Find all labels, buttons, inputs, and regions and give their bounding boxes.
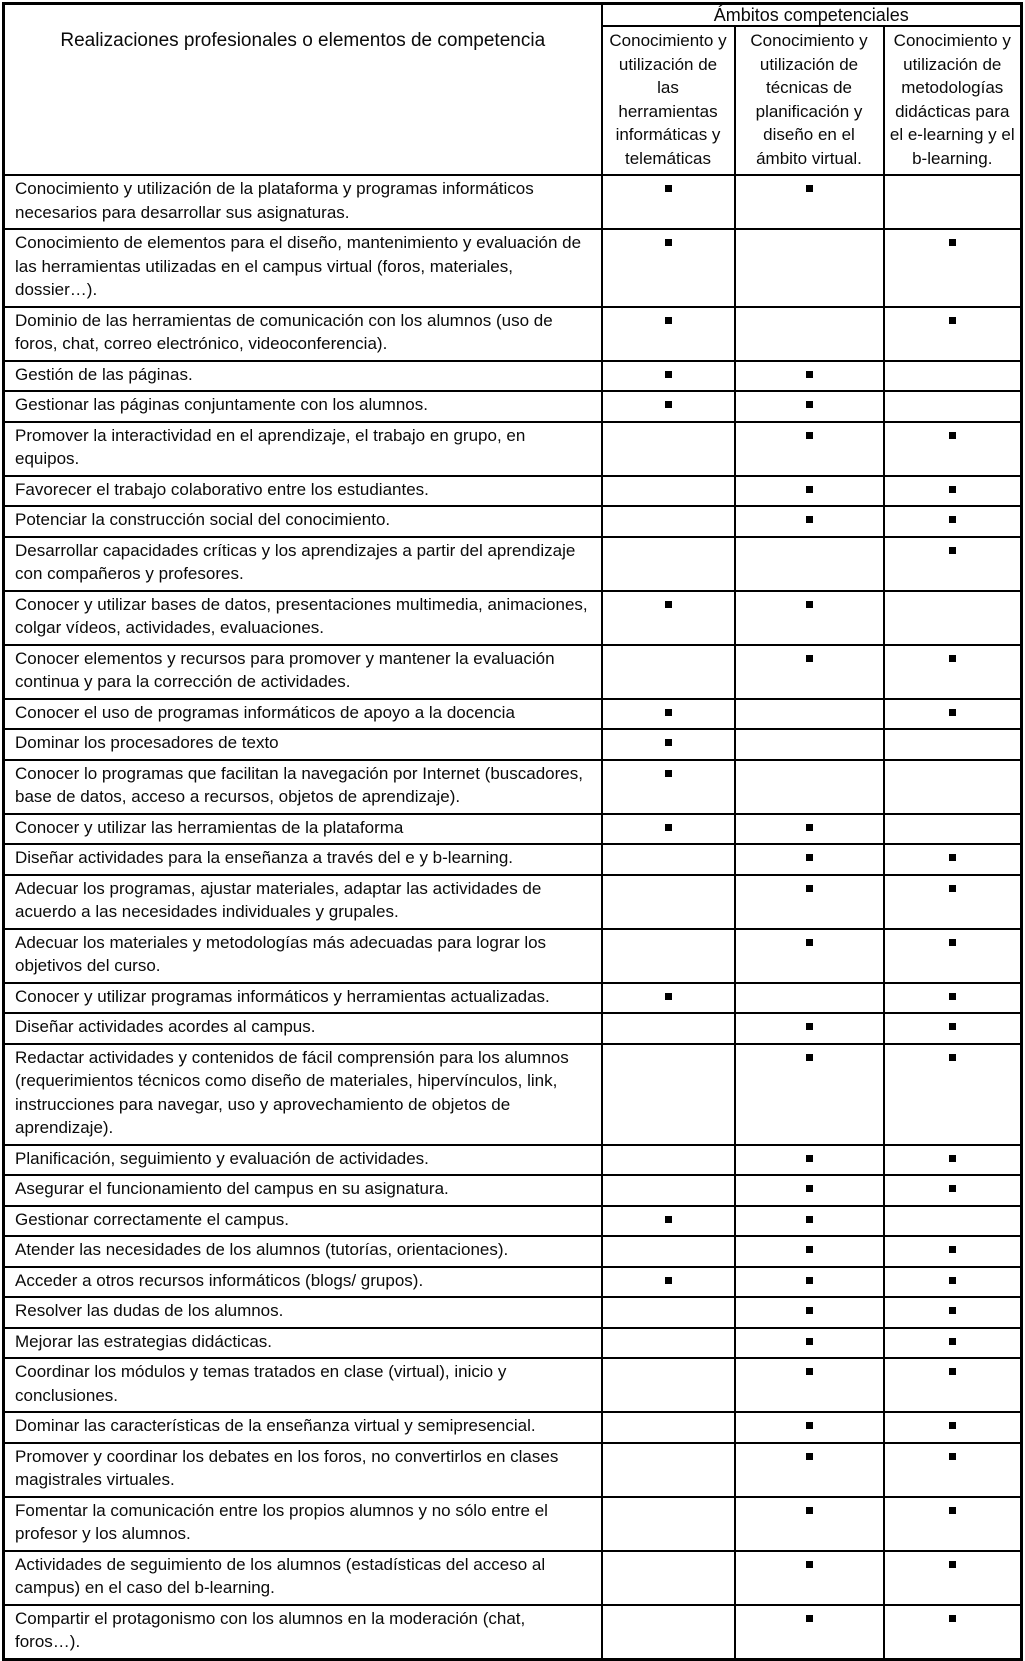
mark-cell xyxy=(735,1605,884,1660)
bullet-marker-icon xyxy=(949,655,956,662)
mark-cell xyxy=(884,1013,1022,1044)
mark-cell xyxy=(602,391,735,422)
mark-cell xyxy=(602,983,735,1014)
mark-cell xyxy=(602,1551,735,1605)
bullet-marker-icon xyxy=(806,401,813,408)
mark-cell xyxy=(735,929,884,983)
table-row xyxy=(4,391,1022,422)
bullet-marker-icon xyxy=(949,486,956,493)
bullet-marker-icon xyxy=(806,824,813,831)
mark-cell xyxy=(735,1145,884,1176)
mark-cell xyxy=(602,929,735,983)
mark-cell xyxy=(735,1267,884,1298)
table-row xyxy=(4,729,1022,760)
competency-text-cell: Dominio de las herramientas de comunicación con los alumnos (uso de foros, chat, correo electrónico, videoconferencia). xyxy=(4,307,602,361)
mark-cell xyxy=(884,1044,1022,1145)
mark-cell xyxy=(735,361,884,392)
mark-cell xyxy=(884,875,1022,929)
mark-cell xyxy=(884,1145,1022,1176)
table-row xyxy=(4,929,1022,983)
table-row xyxy=(4,307,1022,361)
bullet-marker-icon xyxy=(665,709,672,716)
mark-cell xyxy=(884,760,1022,814)
table-row xyxy=(4,1206,1022,1237)
bullet-marker-icon xyxy=(949,1338,956,1345)
competency-text-cell: Compartir el protagonismo con los alumnos en la moderación (chat, foros…). xyxy=(4,1605,602,1660)
bullet-marker-icon xyxy=(806,1155,813,1162)
mark-cell xyxy=(884,506,1022,537)
bullet-marker-icon xyxy=(949,1422,956,1429)
mark-cell xyxy=(735,422,884,476)
mark-cell xyxy=(884,591,1022,645)
competency-text-cell: Promover y coordinar los debates en los foros, no convertirlos en clases magistrales virtuales. xyxy=(4,1443,602,1497)
mark-cell xyxy=(602,476,735,507)
mark-cell xyxy=(884,1236,1022,1267)
competency-text-cell: Conocimiento y utilización de la plataforma y programas informáticos necesarios para desarrollar sus asignaturas. xyxy=(4,175,602,229)
mark-cell xyxy=(602,1605,735,1660)
competency-text-cell: Dominar los procesadores de texto xyxy=(4,729,602,760)
bullet-marker-icon xyxy=(949,1185,956,1192)
table-row xyxy=(4,1297,1022,1328)
competency-text-cell: Conocimiento de elementos para el diseño, mantenimiento y evaluación de las herramientas utilizadas en el campus virtual (foros, materiales, dossier…). xyxy=(4,229,602,307)
bullet-marker-icon xyxy=(665,1216,672,1223)
mark-cell xyxy=(602,361,735,392)
bullet-marker-icon xyxy=(949,1155,956,1162)
mark-cell xyxy=(735,983,884,1014)
bullet-marker-icon xyxy=(949,1054,956,1061)
mark-cell xyxy=(884,1443,1022,1497)
table-row xyxy=(4,1443,1022,1497)
mark-cell xyxy=(602,844,735,875)
competency-text-cell: Dominar las características de la enseñanza virtual y semipresencial. xyxy=(4,1412,602,1443)
bullet-marker-icon xyxy=(949,854,956,861)
mark-cell xyxy=(735,476,884,507)
table-row xyxy=(4,537,1022,591)
mark-cell xyxy=(735,814,884,845)
bullet-marker-icon xyxy=(949,1023,956,1030)
bullet-marker-icon xyxy=(806,1307,813,1314)
table-row xyxy=(4,1605,1022,1660)
bullet-marker-icon xyxy=(806,1338,813,1345)
bullet-marker-icon xyxy=(806,1615,813,1622)
column-header-informatic-tools: Conocimiento y utilización de las herramientas informáticas y telemáticas xyxy=(602,26,735,175)
mark-cell xyxy=(735,1297,884,1328)
mark-cell xyxy=(602,1175,735,1206)
mark-cell xyxy=(602,1013,735,1044)
competency-text-cell: Diseñar actividades para la enseñanza a través del e y b-learning. xyxy=(4,844,602,875)
competency-text-cell: Mejorar las estrategias didácticas. xyxy=(4,1328,602,1359)
table-row xyxy=(4,1497,1022,1551)
bullet-marker-icon xyxy=(949,1368,956,1375)
mark-cell xyxy=(602,1443,735,1497)
competency-text-cell: Promover la interactividad en el aprendizaje, el trabajo en grupo, en equipos. xyxy=(4,422,602,476)
bullet-marker-icon xyxy=(665,739,672,746)
bullet-marker-icon xyxy=(665,371,672,378)
mark-cell xyxy=(884,1267,1022,1298)
bullet-marker-icon xyxy=(806,601,813,608)
bullet-marker-icon xyxy=(949,547,956,554)
competency-text-cell: Acceder a otros recursos informáticos (blogs/ grupos). xyxy=(4,1267,602,1298)
mark-cell xyxy=(884,699,1022,730)
table-row xyxy=(4,983,1022,1014)
mark-cell xyxy=(735,1044,884,1145)
bullet-marker-icon xyxy=(949,1246,956,1253)
mark-cell xyxy=(884,476,1022,507)
mark-cell xyxy=(735,1358,884,1412)
competency-text-cell: Resolver las dudas de los alumnos. xyxy=(4,1297,602,1328)
mark-cell xyxy=(602,814,735,845)
bullet-marker-icon xyxy=(806,486,813,493)
mark-cell xyxy=(602,1044,735,1145)
competency-text-cell: Conocer y utilizar las herramientas de la plataforma xyxy=(4,814,602,845)
table-row xyxy=(4,1013,1022,1044)
competency-text-cell: Diseñar actividades acordes al campus. xyxy=(4,1013,602,1044)
table-body xyxy=(4,175,1022,1659)
mark-cell xyxy=(602,729,735,760)
bullet-marker-icon xyxy=(665,401,672,408)
mark-cell xyxy=(735,1497,884,1551)
bullet-marker-icon xyxy=(949,885,956,892)
table-row xyxy=(4,1551,1022,1605)
mark-cell xyxy=(735,1175,884,1206)
bullet-marker-icon xyxy=(806,1368,813,1375)
bullet-marker-icon xyxy=(949,939,956,946)
bullet-marker-icon xyxy=(806,939,813,946)
mark-cell xyxy=(884,844,1022,875)
mark-cell xyxy=(735,1236,884,1267)
bullet-marker-icon xyxy=(806,1453,813,1460)
table-row xyxy=(4,476,1022,507)
table-row xyxy=(4,1145,1022,1176)
mark-cell xyxy=(884,1497,1022,1551)
mark-cell xyxy=(735,307,884,361)
table-row xyxy=(4,1175,1022,1206)
bullet-marker-icon xyxy=(806,1507,813,1514)
bullet-marker-icon xyxy=(806,1023,813,1030)
table-row xyxy=(4,506,1022,537)
mark-cell xyxy=(735,391,884,422)
bullet-marker-icon xyxy=(949,1277,956,1284)
bullet-marker-icon xyxy=(949,1307,956,1314)
competency-text-cell: Atender las necesidades de los alumnos (tutorías, orientaciones). xyxy=(4,1236,602,1267)
competency-text-cell: Conocer y utilizar bases de datos, presentaciones multimedia, animaciones, colgar vídeos, actividades, evaluaciones. xyxy=(4,591,602,645)
mark-cell xyxy=(602,699,735,730)
mark-cell xyxy=(884,422,1022,476)
bullet-marker-icon xyxy=(806,371,813,378)
bullet-marker-icon xyxy=(806,1054,813,1061)
mark-cell xyxy=(602,1328,735,1359)
table-row xyxy=(4,1358,1022,1412)
mark-cell xyxy=(884,1412,1022,1443)
mark-cell xyxy=(602,760,735,814)
competency-text-cell: Conocer el uso de programas informáticos de apoyo a la docencia xyxy=(4,699,602,730)
mark-cell xyxy=(884,537,1022,591)
mark-cell xyxy=(602,229,735,307)
table-row xyxy=(4,1412,1022,1443)
mark-cell xyxy=(735,175,884,229)
mark-cell xyxy=(884,1551,1022,1605)
mark-cell xyxy=(735,1206,884,1237)
left-header-cell: Realizaciones profesionales o elementos de competencia xyxy=(4,4,602,176)
mark-cell xyxy=(884,1297,1022,1328)
table-row xyxy=(4,422,1022,476)
bullet-marker-icon xyxy=(806,1561,813,1568)
competency-text-cell: Asegurar el funcionamiento del campus en su asignatura. xyxy=(4,1175,602,1206)
bullet-marker-icon xyxy=(665,1277,672,1284)
mark-cell xyxy=(884,1206,1022,1237)
mark-cell xyxy=(735,1412,884,1443)
competency-text-cell: Gestión de las páginas. xyxy=(4,361,602,392)
table-row xyxy=(4,175,1022,229)
mark-cell xyxy=(884,929,1022,983)
mark-cell xyxy=(884,1605,1022,1660)
bullet-marker-icon xyxy=(949,709,956,716)
table-row xyxy=(4,1236,1022,1267)
mark-cell xyxy=(735,760,884,814)
mark-cell xyxy=(602,1297,735,1328)
competency-text-cell: Fomentar la comunicación entre los propios alumnos y no sólo entre el profesor y los alumnos. xyxy=(4,1497,602,1551)
mark-cell xyxy=(735,1551,884,1605)
mark-cell xyxy=(602,875,735,929)
competency-text-cell: Potenciar la construcción social del conocimiento. xyxy=(4,506,602,537)
bullet-marker-icon xyxy=(665,185,672,192)
mark-cell xyxy=(735,537,884,591)
competency-text-cell: Planificación, seguimiento y evaluación de actividades. xyxy=(4,1145,602,1176)
mark-cell xyxy=(735,1013,884,1044)
table-row xyxy=(4,844,1022,875)
bullet-marker-icon xyxy=(806,885,813,892)
mark-cell xyxy=(884,229,1022,307)
table-row xyxy=(4,361,1022,392)
mark-cell xyxy=(884,1328,1022,1359)
mark-cell xyxy=(735,506,884,537)
mark-cell xyxy=(602,645,735,699)
bullet-marker-icon xyxy=(806,1246,813,1253)
bullet-marker-icon xyxy=(806,1185,813,1192)
bullet-marker-icon xyxy=(806,432,813,439)
mark-cell xyxy=(735,875,884,929)
bullet-marker-icon xyxy=(665,239,672,246)
bullet-marker-icon xyxy=(949,1507,956,1514)
competency-text-cell: Gestionar las páginas conjuntamente con los alumnos. xyxy=(4,391,602,422)
mark-cell xyxy=(735,844,884,875)
table-row xyxy=(4,1328,1022,1359)
mark-cell xyxy=(602,591,735,645)
mark-cell xyxy=(735,645,884,699)
mark-cell xyxy=(884,1175,1022,1206)
mark-cell xyxy=(884,307,1022,361)
table-row xyxy=(4,229,1022,307)
table-row xyxy=(4,1044,1022,1145)
mark-cell xyxy=(735,591,884,645)
competency-text-cell: Desarrollar capacidades críticas y los aprendizajes a partir del aprendizaje con compañeros y profesores. xyxy=(4,537,602,591)
table-row xyxy=(4,760,1022,814)
mark-cell xyxy=(884,983,1022,1014)
bullet-marker-icon xyxy=(949,516,956,523)
bullet-marker-icon xyxy=(665,824,672,831)
column-header-didactic-methodologies: Conocimiento y utilización de metodologías didácticas para el e-learning y el b-learning. xyxy=(884,26,1022,175)
bullet-marker-icon xyxy=(949,1561,956,1568)
mark-cell xyxy=(884,1358,1022,1412)
table-header xyxy=(4,4,1022,176)
bullet-marker-icon xyxy=(949,239,956,246)
table-row xyxy=(4,699,1022,730)
mark-cell xyxy=(602,1412,735,1443)
mark-cell xyxy=(735,699,884,730)
mark-cell xyxy=(602,1358,735,1412)
competency-text-cell: Conocer elementos y recursos para promover y mantener la evaluación continua y para la corrección de actividades. xyxy=(4,645,602,699)
group-header-row xyxy=(4,4,1022,27)
competency-text-cell: Coordinar los módulos y temas tratados en clase (virtual), inicio y conclusiones. xyxy=(4,1358,602,1412)
mark-cell xyxy=(602,175,735,229)
mark-cell xyxy=(884,361,1022,392)
mark-cell xyxy=(735,1328,884,1359)
competency-text-cell: Adecuar los programas, ajustar materiales, adaptar las actividades de acuerdo a las necesidades individuales y grupales. xyxy=(4,875,602,929)
bullet-marker-icon xyxy=(665,993,672,1000)
competency-matrix-table xyxy=(2,2,1023,1661)
mark-cell xyxy=(735,229,884,307)
bullet-marker-icon xyxy=(665,770,672,777)
table-row xyxy=(4,645,1022,699)
bullet-marker-icon xyxy=(949,993,956,1000)
bullet-marker-icon xyxy=(949,432,956,439)
table-row xyxy=(4,1267,1022,1298)
mark-cell xyxy=(884,175,1022,229)
competency-text-cell: Conocer y utilizar programas informáticos y herramientas actualizadas. xyxy=(4,983,602,1014)
mark-cell xyxy=(602,1267,735,1298)
mark-cell xyxy=(602,1206,735,1237)
competency-text-cell: Favorecer el trabajo colaborativo entre los estudiantes. xyxy=(4,476,602,507)
mark-cell xyxy=(602,422,735,476)
mark-cell xyxy=(884,391,1022,422)
bullet-marker-icon xyxy=(806,185,813,192)
bullet-marker-icon xyxy=(665,317,672,324)
bullet-marker-icon xyxy=(806,516,813,523)
mark-cell xyxy=(735,729,884,760)
competency-text-cell: Gestionar correctamente el campus. xyxy=(4,1206,602,1237)
mark-cell xyxy=(884,729,1022,760)
bullet-marker-icon xyxy=(806,655,813,662)
mark-cell xyxy=(884,814,1022,845)
bullet-marker-icon xyxy=(949,1615,956,1622)
competency-text-cell: Conocer lo programas que facilitan la navegación por Internet (buscadores, base de datos, acceso a recursos, objetos de aprendizaje). xyxy=(4,760,602,814)
bullet-marker-icon xyxy=(806,854,813,861)
bullet-marker-icon xyxy=(949,317,956,324)
mark-cell xyxy=(735,1443,884,1497)
mark-cell xyxy=(602,307,735,361)
bullet-marker-icon xyxy=(806,1216,813,1223)
mark-cell xyxy=(602,1145,735,1176)
mark-cell xyxy=(602,506,735,537)
table-row xyxy=(4,591,1022,645)
group-header-cell: Ámbitos competenciales xyxy=(602,4,1022,27)
bullet-marker-icon xyxy=(665,601,672,608)
bullet-marker-icon xyxy=(806,1422,813,1429)
bullet-marker-icon xyxy=(949,1453,956,1460)
table-row xyxy=(4,814,1022,845)
column-header-planning-design: Conocimiento y utilización de técnicas de planificación y diseño en el ámbito virtual. xyxy=(735,26,884,175)
mark-cell xyxy=(602,1497,735,1551)
mark-cell xyxy=(602,1236,735,1267)
mark-cell xyxy=(884,645,1022,699)
competency-text-cell: Actividades de seguimiento de los alumnos (estadísticas del acceso al campus) en el caso del b-learning. xyxy=(4,1551,602,1605)
bullet-marker-icon xyxy=(806,1277,813,1284)
competency-text-cell: Adecuar los materiales y metodologías más adecuadas para lograr los objetivos del curso. xyxy=(4,929,602,983)
competency-text-cell: Redactar actividades y contenidos de fácil comprensión para los alumnos (requerimientos técnicos como diseño de materiales, hipervínculos, link, instrucciones para navegar, uso y aprovechamiento de objetos de aprendizaje). xyxy=(4,1044,602,1145)
table-row xyxy=(4,875,1022,929)
mark-cell xyxy=(602,537,735,591)
